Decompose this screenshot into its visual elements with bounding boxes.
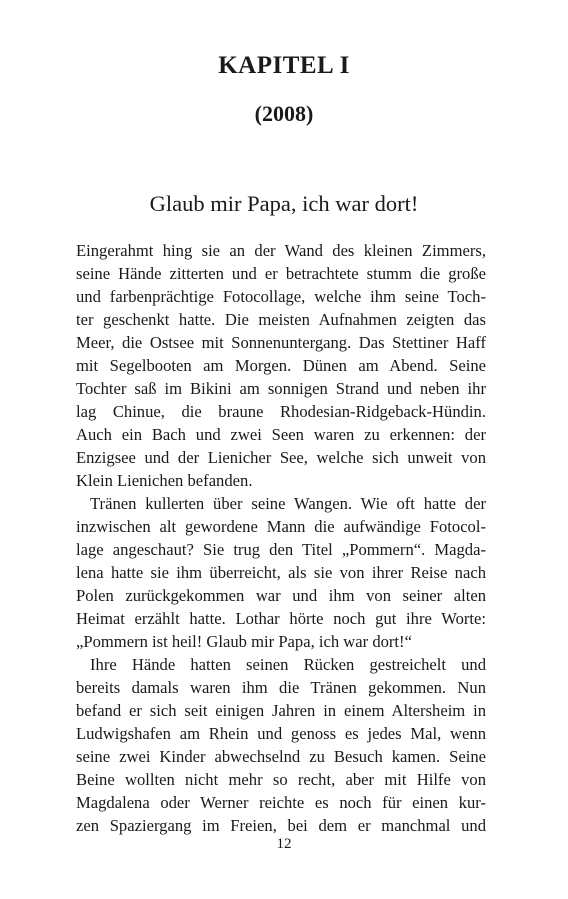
text-line: Tränen kullerten über seine Wangen. Wie oft hatte der [90, 494, 486, 513]
text-line: lage angeschaut? Sie trug den Titel „Pommern“. Magda- [76, 540, 486, 559]
section-subtitle: Glaub mir Papa, ich war dort! [149, 191, 419, 216]
text-line: inzwischen alt gewordene Mann die aufwändige Fotocol- [76, 517, 486, 536]
text-line: lag Chinue, die braune Rhodesian-Ridgeback-Hündin. [76, 402, 486, 421]
text-line: zen Spaziergang im Freien, bei dem er manchmal und [76, 816, 486, 835]
text-line: mit Segelbooten am Morgen. Dünen am Abend. Seine [76, 356, 486, 375]
text-line: lena hatte sie ihm überreicht, als sie von ihrer Reise nach [76, 563, 486, 582]
text-line: Magdalena oder Werner reichte es noch für einen kur- [76, 793, 486, 812]
text-line: Enzigsee und der Lienicher See, welche sich unweit von [76, 448, 486, 467]
text-line: Heimat erzählt hatte. Lothar hörte noch gut ihre Worte: [76, 609, 486, 628]
text-line: seine Hände zitterten und er betrachtete stumm die große [76, 264, 486, 283]
text-line: Eingerahmt hing sie an der Wand des kleinen Zimmers, [76, 241, 486, 260]
text-line: Auch ein Bach und zwei Seen waren zu erkennen: der [76, 425, 486, 444]
text-line: und farbenprächtige Fotocollage, welche ihm seine Toch- [76, 287, 486, 306]
chapter-title: KAPITEL I [218, 52, 350, 79]
text-line: Klein Lienichen befanden. [76, 471, 253, 490]
text-line: Tochter saß im Bikini am sonnigen Strand und neben ihr [76, 379, 486, 398]
text-line: befand er sich seit einigen Jahren in einem Altersheim in [76, 701, 486, 720]
chapter-year: (2008) [254, 101, 314, 126]
text-line: Ihre Hände hatten seinen Rücken gestreichelt und [90, 655, 486, 674]
body-text [76, 239, 486, 837]
text-line: „Pommern ist heil! Glaub mir Papa, ich war dort!“ [76, 632, 412, 651]
text-line: Beine wollten nicht mehr so recht, aber mit Hilfe von [76, 770, 486, 789]
text-line: bereits damals waren ihm die Tränen gekommen. Nun [76, 678, 486, 697]
text-line: Polen zurückgekommen war und ihm von seiner alten [76, 586, 486, 605]
text-line: Ludwigshafen am Rhein und genoss es jedes Mal, wenn [76, 724, 486, 743]
text-line: Meer, die Ostsee mit Sonnenuntergang. Das Stettiner Haff [76, 333, 486, 352]
text-line: ter geschenkt hatte. Die meisten Aufnahmen zeigten das [76, 310, 486, 329]
page-number: 12 [276, 836, 292, 852]
text-line: seine zwei Kinder abwechselnd zu Besuch kamen. Seine [76, 747, 486, 766]
